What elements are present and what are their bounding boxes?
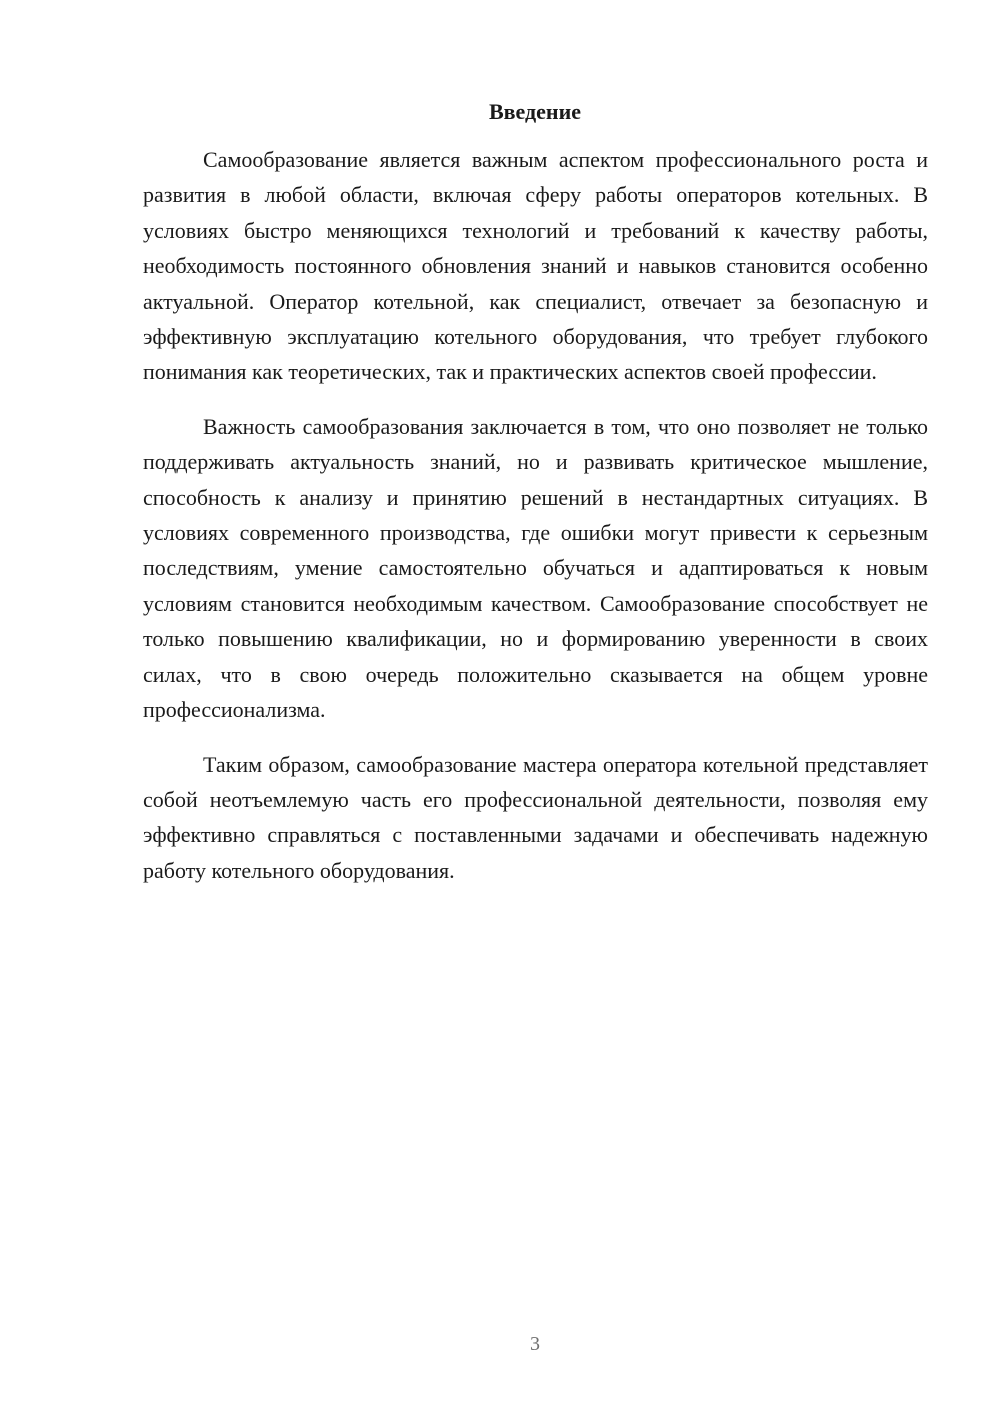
page-title: Введение [488, 99, 582, 124]
paragraph-2: Важность самообразования заключается в том, что оно позволяет не только поддерживать актуальность знаний, но и развивать критическое мышление, способность к анализу и принятию решений в нестандартных ситуациях. В условиях современного производства, где ошибки могут привести к серьезным последствиям, умение самостоятельно обучаться и адаптироваться к новым условиям становится необходимым качеством. Самообразование способствует не только повышению квалификации, но и формированию уверенности в своих силах, что в свою очередь положительно сказывается на общем уровне профессионализма. [143, 413, 928, 723]
body-text [143, 142, 928, 907]
paragraph-3: Таким образом, самообразование мастера оператора котельной представляет собой неотъемлемую часть его профессиональной деятельности, позволяя ему эффективно справляться с поставленными задачами и обеспечивать надежную работу котельного оборудования. [143, 751, 928, 883]
page-number: 3 [530, 1333, 540, 1355]
paragraph-1: Самообразование является важным аспектом профессионального роста и развития в любой области, включая сферу работы операторов котельных. В условиях быстро меняющихся технологий и требований к качеству работы, необходимость постоянного обновления знаний и навыков становится особенно актуальной. Оператор котельной, как специалист, отвечает за безопасную и эффективную эксплуатацию котельного оборудования, что требует глубокого понимания как теоретических, так и практических аспектов своей профессии. [143, 147, 928, 385]
